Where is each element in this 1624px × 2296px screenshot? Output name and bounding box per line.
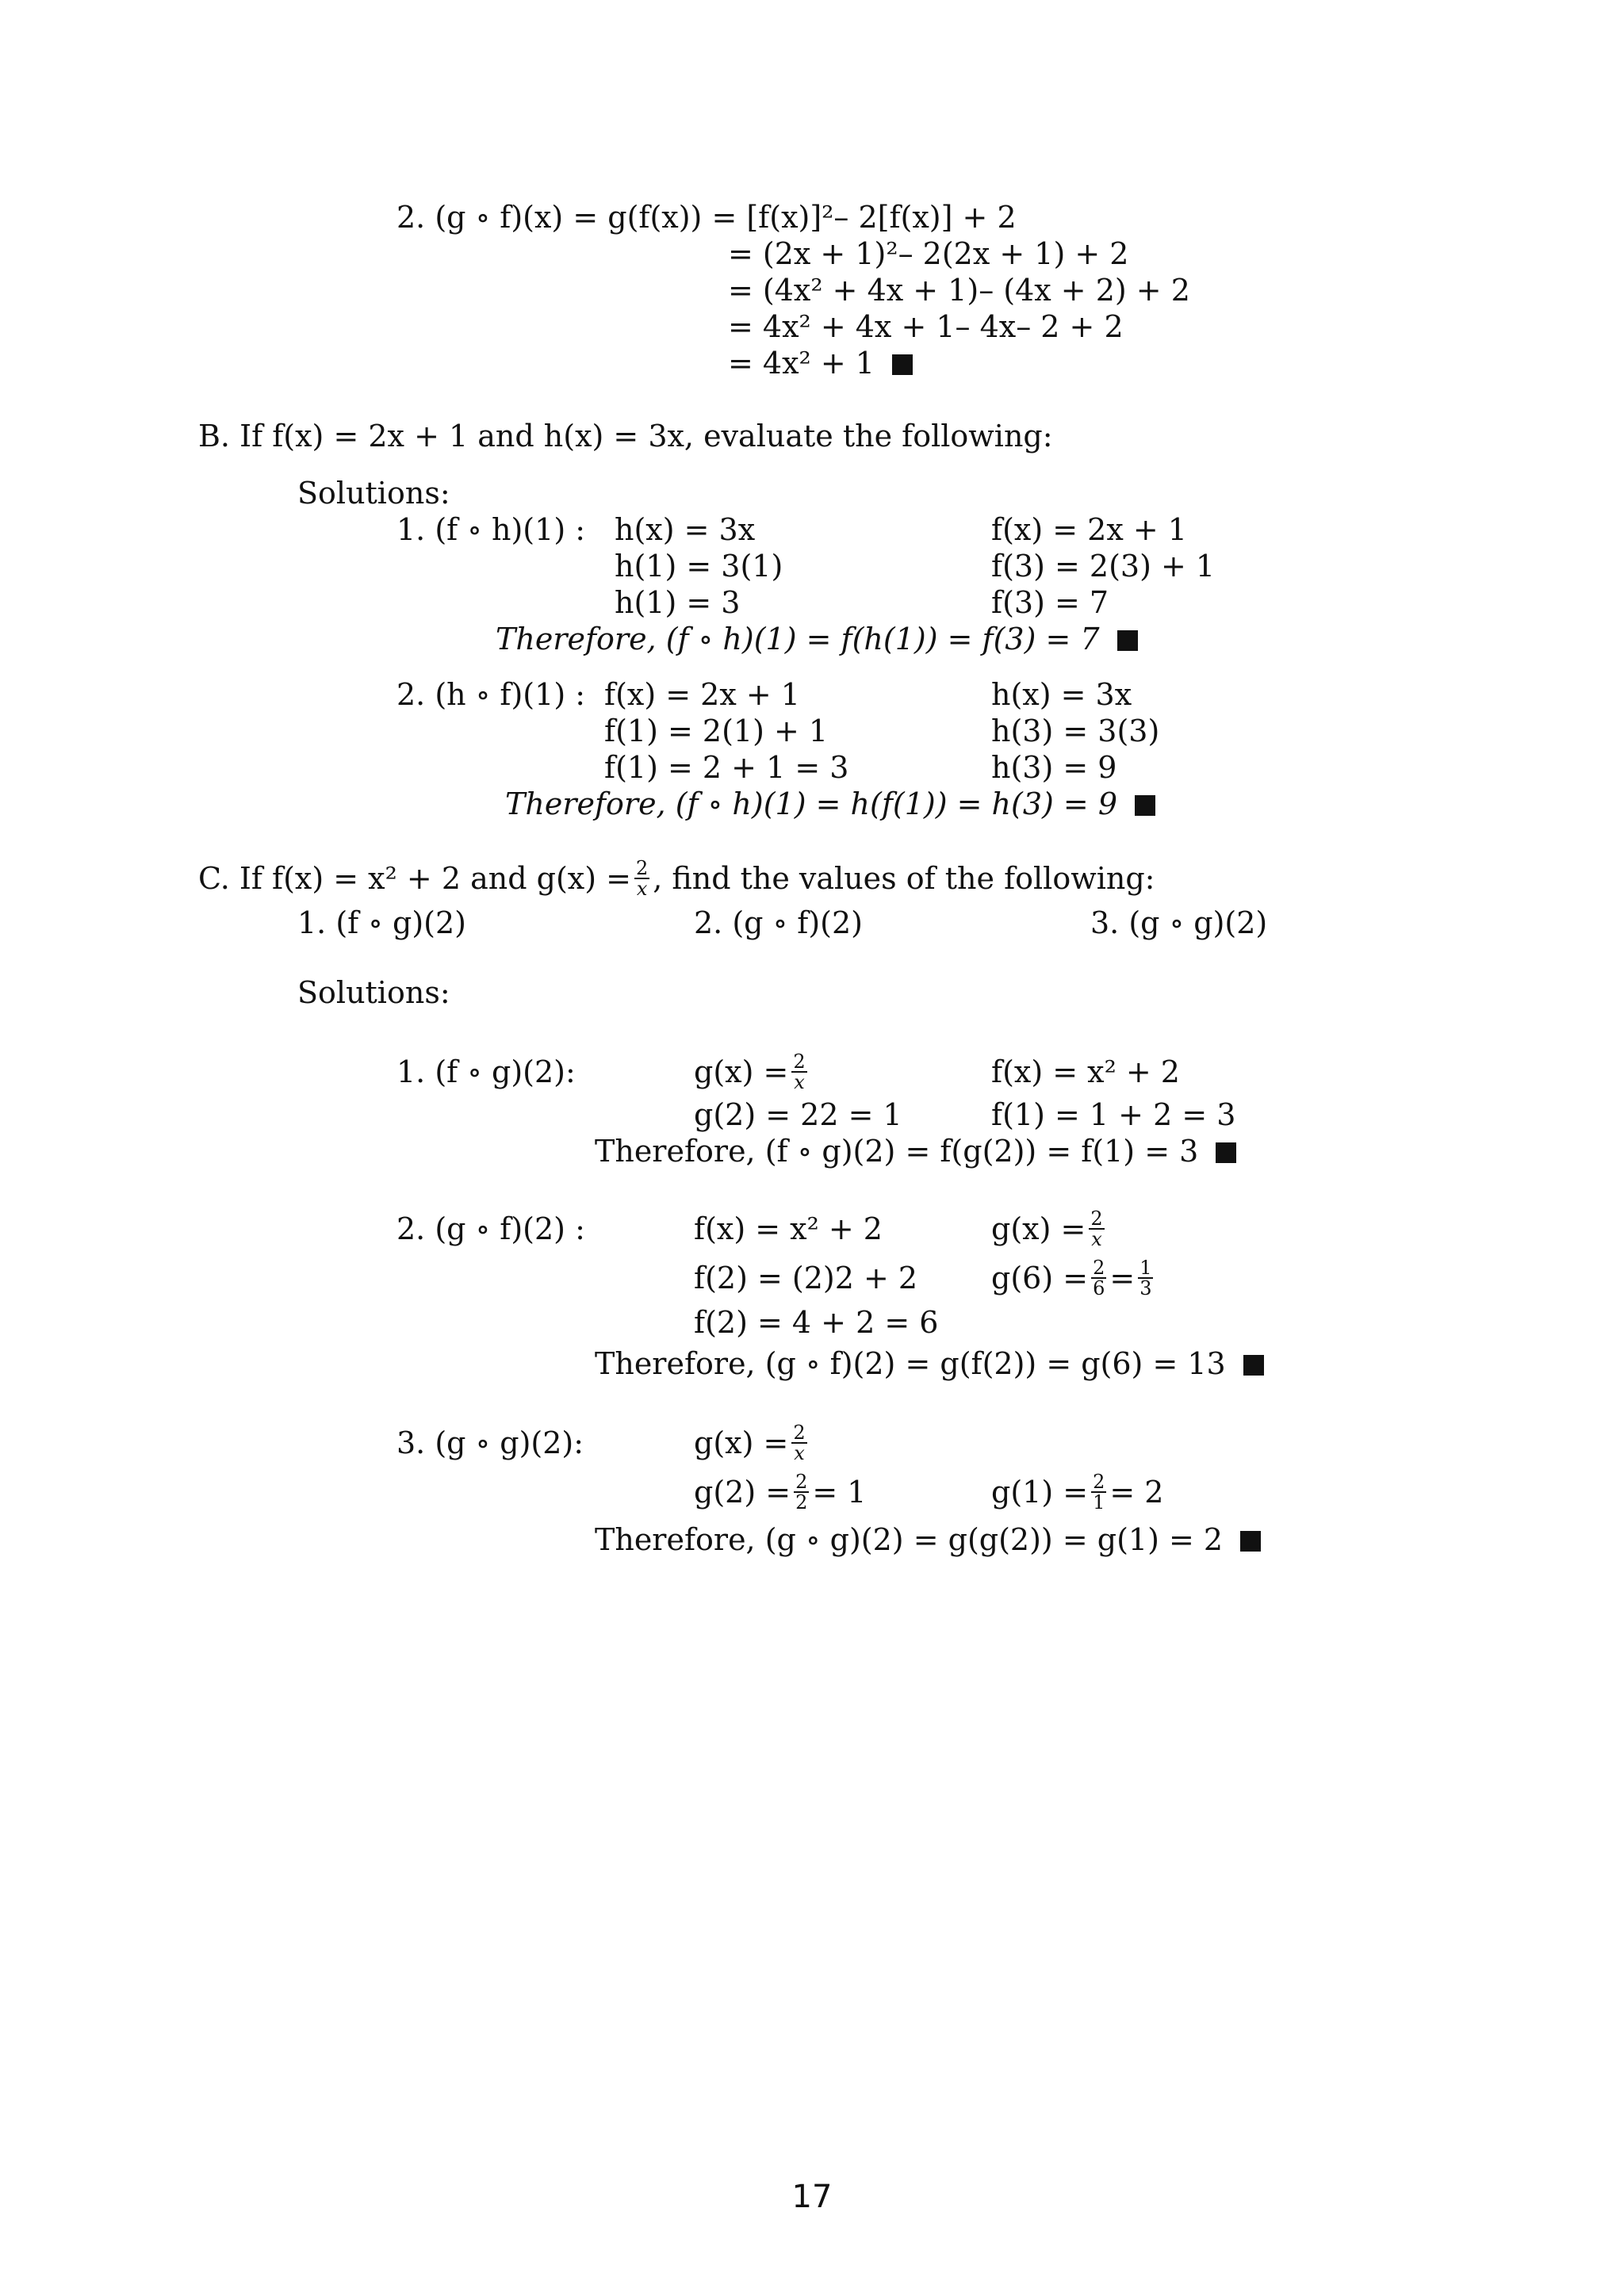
- partB-item2-left-3: f(1) = 2 + 1 = 3: [604, 750, 849, 785]
- fraction: [791, 1052, 806, 1092]
- partB-item1-right-2: f(3) = 2(3) + 1: [991, 549, 1216, 584]
- partC-item1-l1-pre: g(x) =: [694, 1054, 789, 1089]
- fraction-numerator: 1: [1139, 1256, 1152, 1279]
- fraction-denominator: x: [634, 878, 649, 898]
- partB-heading: B. If f(x) = 2x + 1 and h(x) = 3x, evaluate the following:: [198, 419, 1053, 453]
- fraction-denominator: 1: [1093, 1490, 1105, 1513]
- partB-item1-left-2: h(1) = 3(1): [615, 549, 783, 584]
- partC-item3-l1: [694, 1421, 810, 1466]
- partC-item2-l2: f(2) = (2)2 + 2: [694, 1261, 918, 1295]
- partB-item2-right-1: h(x) = 3x: [991, 677, 1132, 712]
- partB-item2-label: 2. (h ∘ f)(1) :: [396, 677, 586, 712]
- partA-item2-line5-text: = 4x² + 1: [728, 346, 875, 381]
- partC-item2-l3: f(2) = 4 + 2 = 6: [694, 1305, 939, 1340]
- fraction-denominator: 6: [1093, 1276, 1105, 1299]
- fraction: [1089, 1209, 1104, 1249]
- partB-item1-right-3: f(3) = 7: [991, 585, 1109, 620]
- partB-item2-therefore-text: Therefore, (f ∘ h)(1) = h(f(1)) = h(3) = 9: [505, 786, 1118, 821]
- partC-item1-therefore-text: Therefore, (f ∘ g)(2) = f(g(2)) = f(1) = 3: [595, 1134, 1199, 1169]
- partB-item1-therefore-text: Therefore, (f ∘ h)(1) = f(h(1)) = f(3) = 7: [496, 622, 1100, 656]
- qed-square-icon: [1216, 1142, 1236, 1163]
- partB-item2-left-1: f(x) = 2x + 1: [604, 677, 800, 712]
- partC-item1-therefore: [595, 1134, 1236, 1169]
- partC-problem-1: 1. (f ∘ g)(2): [297, 905, 466, 940]
- partC-item3-l2-pre: g(2) =: [694, 1475, 791, 1510]
- partA-item2-line2: = (2x + 1)²– 2(2x + 1) + 2: [728, 236, 1129, 271]
- partB-item2-right-3: h(3) = 9: [991, 750, 1117, 785]
- partC-item1-label: 1. (f ∘ g)(2):: [396, 1054, 576, 1089]
- fraction-denominator: x: [791, 1071, 806, 1092]
- fraction-numerator: 2: [793, 1421, 806, 1444]
- fraction-denominator: 3: [1139, 1276, 1152, 1299]
- partA-item2-line1: 2. (g ∘ f)(x) = g(f(x)) = [f(x)]²– 2[f(x)] + 2: [396, 200, 1017, 235]
- partC-item3-l2-post: = 1: [812, 1475, 867, 1510]
- partC-item1-l2: g(2) = 22 = 1: [694, 1097, 902, 1132]
- partB-item1-left-1: h(x) = 3x: [615, 512, 756, 547]
- partC-item3-label: 3. (g ∘ g)(2):: [396, 1425, 584, 1460]
- partC-item2-r2-pre: g(6) =: [991, 1261, 1089, 1295]
- page-number: 17: [791, 2179, 833, 2215]
- fraction-numerator: 2: [795, 1470, 808, 1493]
- partC-solutions-label: Solutions:: [297, 975, 450, 1010]
- partC-item1-l1: [694, 1050, 810, 1095]
- partC-item2-l1: f(x) = x² + 2: [694, 1211, 883, 1246]
- fraction-numerator: 2: [635, 856, 649, 879]
- partA-item2-line3: = (4x² + 4x + 1)– (4x + 2) + 2: [728, 273, 1190, 308]
- fraction: [1091, 1258, 1106, 1298]
- partA-item2-line4: = 4x² + 4x + 1– 4x– 2 + 2: [728, 309, 1124, 344]
- fraction: [791, 1423, 806, 1463]
- partC-heading: [198, 856, 1155, 901]
- partC-item2-r1-pre: g(x) =: [991, 1211, 1086, 1246]
- partC-item2-therefore: [595, 1346, 1264, 1381]
- partC-item3-l2: [694, 1470, 867, 1515]
- partC-item3-therefore: [595, 1522, 1261, 1557]
- fraction-denominator: x: [1089, 1228, 1104, 1249]
- qed-square-icon: [1135, 795, 1155, 816]
- partC-item2-label: 2. (g ∘ f)(2) :: [396, 1211, 585, 1246]
- partC-item3-r2-pre: g(1) =: [991, 1475, 1089, 1510]
- fraction: [794, 1472, 809, 1512]
- partC-item1-r2: f(1) = 1 + 2 = 3: [991, 1097, 1236, 1132]
- partC-item2-r2: [991, 1256, 1156, 1301]
- fraction: [1138, 1258, 1153, 1298]
- partC-heading-post: , find the values of the following:: [653, 861, 1155, 896]
- partC-item3-r2: [991, 1470, 1164, 1515]
- partB-solutions-label: Solutions:: [297, 476, 450, 511]
- fraction-numerator: 2: [1093, 1256, 1105, 1279]
- partC-item2-r1: [991, 1207, 1108, 1252]
- partB-item1-left-3: h(1) = 3: [615, 585, 741, 620]
- fraction: [634, 856, 649, 900]
- qed-square-icon: [892, 354, 913, 375]
- partB-item1-therefore: [496, 622, 1138, 656]
- partB-item1-label: 1. (f ∘ h)(1) :: [396, 512, 586, 547]
- partC-item1-r1: f(x) = x² + 2: [991, 1054, 1180, 1089]
- qed-square-icon: [1240, 1531, 1261, 1552]
- partC-problem-2: 2. (g ∘ f)(2): [694, 905, 863, 940]
- equals-sign: =: [1109, 1261, 1136, 1295]
- partB-item2-therefore: [505, 786, 1155, 821]
- fraction-denominator: 2: [795, 1490, 808, 1513]
- partC-problem-3: 3. (g ∘ g)(2): [1090, 905, 1268, 940]
- partC-item3-r2-post: = 2: [1109, 1475, 1164, 1510]
- partB-item2-right-2: h(3) = 3(3): [991, 714, 1160, 748]
- qed-square-icon: [1117, 630, 1138, 651]
- qed-square-icon: [1243, 1355, 1264, 1376]
- partC-item2-therefore-text: Therefore, (g ∘ f)(2) = g(f(2)) = g(6) = 13: [595, 1346, 1226, 1381]
- partB-item2-left-2: f(1) = 2(1) + 1: [604, 714, 829, 748]
- partC-heading-pre: C. If f(x) = x² + 2 and g(x) =: [198, 861, 631, 896]
- partC-item3-l1-pre: g(x) =: [694, 1425, 789, 1460]
- fraction-numerator: 2: [1090, 1207, 1103, 1230]
- partA-item2-line5: [728, 346, 913, 381]
- partC-item3-therefore-text: Therefore, (g ∘ g)(2) = g(g(2)) = g(1) = 2: [595, 1522, 1224, 1557]
- fraction-numerator: 2: [1093, 1470, 1105, 1493]
- fraction: [1091, 1472, 1106, 1512]
- fraction-numerator: 2: [793, 1050, 806, 1073]
- partB-item1-right-1: f(x) = 2x + 1: [991, 512, 1187, 547]
- fraction-denominator: x: [791, 1442, 806, 1463]
